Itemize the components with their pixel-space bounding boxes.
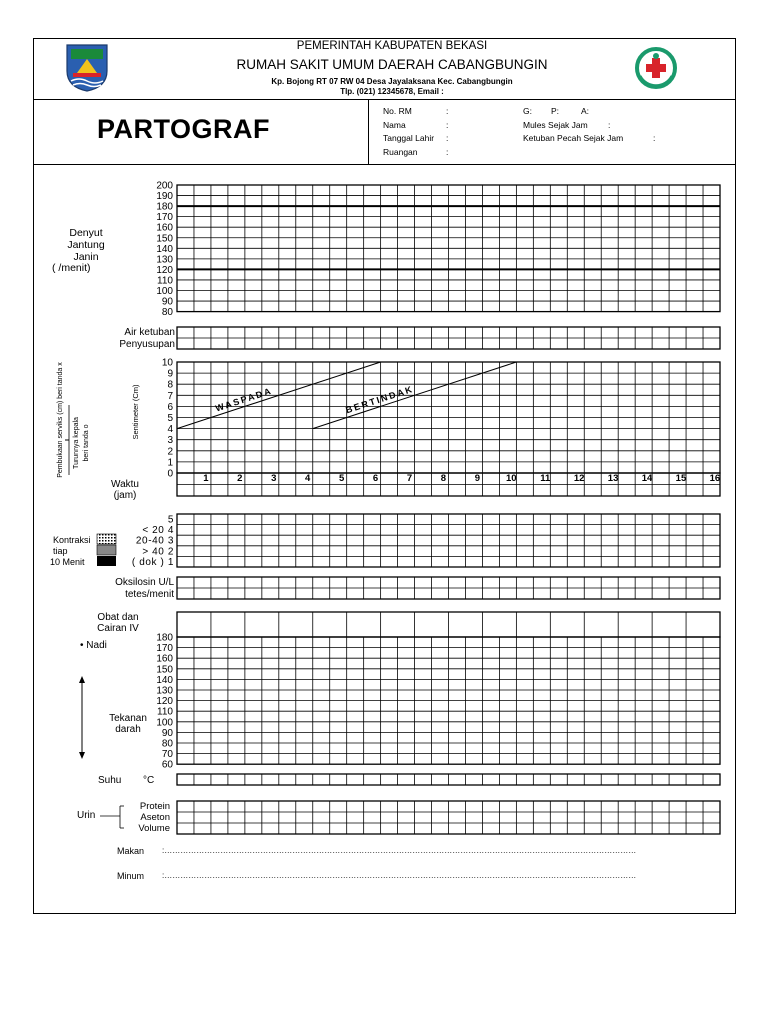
cervix-tick-label: 10 (161, 357, 173, 369)
vitals-tick-label: 100 (156, 717, 173, 729)
oxytocin-unit-label: tetes/menit (125, 589, 174, 600)
cervix-tick-label: 8 (167, 379, 173, 391)
mules-colon: : (608, 120, 611, 130)
temperature-unit: °C (143, 775, 155, 786)
action-line-label: BERTINDAK (344, 383, 415, 416)
pulse-label: • Nadi (80, 640, 107, 651)
fhr-tick-label: 200 (156, 180, 173, 192)
vitals-tick-label: 120 (156, 696, 173, 708)
vitals-tick-label: 140 (156, 674, 173, 686)
hour-label: 14 (641, 473, 653, 484)
para-label: P: (551, 106, 560, 116)
hospital-contact: Tlp. (021) 12345678, Email : (340, 87, 444, 96)
bp-label: Tekanan (109, 713, 147, 724)
government-name: PEMERINTAH KABUPATEN BEKASI (296, 40, 488, 52)
centimeter-label: Sentimeter (Cm) (131, 384, 140, 440)
cervix-tick-label: 2 (167, 446, 173, 458)
fhr-label-3: Janin (73, 251, 99, 263)
contraction-tick-label: ( dok ) 1 (131, 556, 174, 568)
vitals-tick-label: 70 (161, 749, 173, 761)
cervix-tick-label: 3 (167, 435, 173, 447)
fhr-tick-label: 190 (156, 191, 173, 203)
urine-label: Urin (77, 810, 96, 821)
fhr-tick-label: 80 (161, 307, 173, 319)
descent-side-label-2: beri tanda o (83, 424, 90, 462)
gravida-label: G: (523, 106, 532, 116)
hour-label: 4 (305, 473, 311, 484)
amniotic-label: Air ketuban (124, 327, 175, 338)
contraction-tick-label: > 40 2 (142, 546, 174, 558)
ketuban-colon: : (653, 133, 656, 143)
cervix-tick-label: 6 (167, 401, 173, 413)
hour-label: 13 (607, 473, 619, 484)
oxytocin-label: Oksilosin U/L (115, 577, 174, 588)
contraction-label-3: 10 Menit (50, 557, 85, 567)
no-rm-label: No. RM (383, 106, 412, 116)
fhr-label-4: ( /menit) (52, 262, 91, 274)
vitals-tick-label: 180 (156, 632, 173, 644)
vitals-tick-label: 90 (161, 727, 173, 739)
legend-grey-box (97, 545, 116, 555)
vitals-tick-label: 150 (156, 664, 173, 676)
abortus-label: A: (581, 106, 590, 116)
protein-label: Protein (139, 801, 170, 812)
vitals-tick-label: 130 (156, 685, 173, 697)
vitals-tick-label: 170 (156, 643, 173, 655)
fhr-label-1: Denyut (69, 227, 103, 239)
volume-label: Volume (138, 823, 170, 834)
iv-fluids-label: Cairan IV (97, 623, 139, 634)
hour-label: 10 (505, 473, 517, 484)
bp-label-2: darah (115, 724, 141, 735)
contraction-label-2: tiap (53, 546, 68, 556)
cervix-tick-label: 9 (167, 368, 173, 380)
legend-black-box (97, 556, 116, 566)
fhr-tick-label: 110 (157, 275, 173, 287)
hospital-name: RUMAH SAKIT UMUM DAERAH CABANGBUNGIN (236, 57, 548, 72)
aceton-label: Aseton (140, 812, 170, 823)
hour-label: 6 (372, 473, 379, 484)
vitals-tick-label: 110 (157, 706, 173, 718)
vitals-tick-label: 80 (161, 738, 173, 750)
cervix-tick-label: 4 (167, 424, 173, 436)
nama-colon: : (446, 120, 449, 130)
fhr-tick-label: 120 (156, 264, 173, 276)
fhr-label-2: Jantung (67, 239, 105, 251)
cervix-tick-label: 0 (167, 468, 173, 480)
fhr-tick-label: 130 (156, 254, 173, 266)
vitals-tick-label: 160 (156, 653, 173, 665)
hour-label: 7 (406, 473, 413, 484)
hour-label: 3 (271, 473, 277, 484)
mules-label: Mules Sejak Jam (523, 120, 588, 130)
contraction-tick-label: 5 (167, 514, 174, 526)
tanggal-lahir-label: Tanggal Lahir (383, 133, 435, 143)
fhr-tick-label: 180 (156, 201, 173, 213)
contraction-tick-label: 20-40 3 (135, 535, 174, 547)
hour-label: 16 (709, 473, 721, 484)
hour-label: 2 (237, 473, 243, 484)
arrow-up-icon (79, 676, 85, 683)
cervix-tick-label: 1 (167, 457, 173, 469)
temperature-label: Suhu (98, 775, 122, 786)
vitals-tick-label: 60 (161, 759, 173, 771)
hour-label: 1 (203, 473, 209, 484)
hour-label: 11 (540, 473, 551, 484)
hospital-address: Kp. Bojong RT 07 RW 04 Desa Jayalaksana Kec. Cabangbungin (271, 77, 513, 86)
makan-label: Makan (117, 846, 145, 856)
contraction-tick-label: < 20 4 (142, 525, 174, 537)
nama-label: Nama (383, 120, 406, 130)
fhr-tick-label: 140 (156, 243, 173, 255)
time-label: Waktu (111, 479, 139, 490)
arrow-down-icon (79, 752, 85, 759)
makan-input-line[interactable]: :…………………………………………………………………………………………………………………………………………………………… (162, 846, 637, 855)
fhr-tick-label: 100 (156, 286, 173, 297)
ruangan-label: Ruangan (383, 147, 418, 157)
ruangan-colon: : (446, 147, 449, 157)
ketuban-label: Ketuban Pecah Sejak Jam (523, 133, 624, 143)
hour-label: 15 (675, 473, 687, 484)
fhr-tick-label: 90 (161, 296, 173, 308)
fhr-tick-label: 160 (156, 222, 173, 234)
cervix-tick-label: 7 (167, 390, 173, 402)
no-rm-colon: : (446, 106, 449, 116)
hour-label: 5 (338, 473, 345, 484)
legend-dotted-box (97, 534, 116, 544)
tanggal-lahir-colon: : (446, 133, 449, 143)
molding-label: Penyusupan (119, 339, 175, 350)
descent-side-label: Turunnya kepala (73, 417, 80, 469)
cervix-side-label: Pembukaan serviks (cm) beri tanda x (57, 362, 64, 478)
fhr-tick-label: 170 (156, 212, 173, 224)
minum-label: Minum (117, 871, 145, 881)
hour-label: 12 (573, 473, 585, 484)
contraction-label-1: Kontraksi (53, 535, 91, 545)
hour-label: 9 (474, 473, 480, 484)
minum-input-line[interactable]: :…………………………………………………………………………………………………………………………………………………………… (162, 871, 637, 880)
alert-line-label: WASPADA (214, 385, 274, 414)
time-unit-label: (jam) (113, 490, 137, 501)
page-title: PARTOGRAF (97, 114, 270, 144)
cervix-tick-label: 5 (167, 413, 173, 424)
drugs-label: Obat dan (97, 612, 139, 623)
hour-label: 8 (440, 473, 447, 484)
fhr-tick-label: 150 (156, 233, 173, 245)
